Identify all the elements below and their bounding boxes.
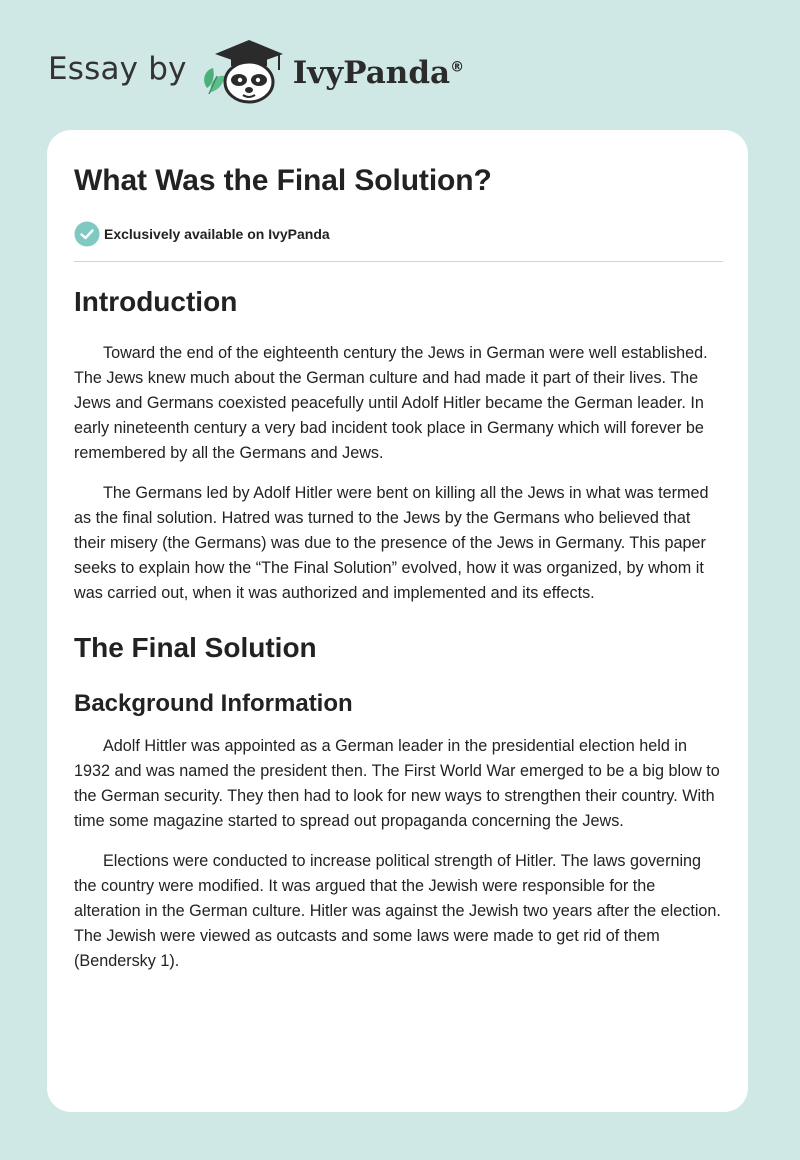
brand-prefix: Essay by — [48, 51, 187, 87]
paragraph: The Germans led by Adolf Hitler were bent on killing all the Jews in what was termed as the final solution. Hatred was turned to the Jews by the Germans who believed that their misery (the Germans) was due to the presence of the Jews in Germany. This paper seeks to explain how the “The Final Solution” evolved, how it was organized, by whom it was carried out, when it was authorized and implemented and its effects. — [74, 484, 709, 602]
paragraph: Elections were conducted to increase political strength of Hitler. The laws governing the country were modified. It was argued that the Jewish were responsible for the alteration in the German culture. Hitler was against the Jewish two years after the election. The Jewish were viewed as outcasts and some laws were made to get rid of them (Bendersky 1). — [74, 852, 721, 970]
paragraph: Adolf Hittler was appointed as a German leader in the presidential election held in 1932 and was named the president then. The First World War emerged to be a big blow to the German security. They then had to look for new ways to strengthen their country. With time some magazine started to spread out propaganda concerning the Jews. — [74, 737, 720, 830]
page-title: What Was the Final Solution? — [74, 164, 492, 197]
site-brand[interactable] — [48, 36, 508, 108]
check-circle-icon — [74, 221, 100, 247]
section-heading-introduction: Introduction — [74, 286, 238, 317]
panda-logo-icon — [199, 36, 289, 108]
section-heading-final-solution: The Final Solution — [74, 632, 317, 663]
brand-name: IvyPanda® — [292, 55, 465, 91]
subsection-heading-background: Background Information — [74, 690, 353, 717]
exclusive-badge-text: Exclusively available on IvyPanda — [104, 226, 330, 242]
title-divider — [74, 261, 723, 262]
paragraph: Toward the end of the eighteenth century the Jews in German were well established. The Jews knew much about the German culture and had made it part of their lives. The Jews and Germans coexisted peacefully until Adolf Hitler became the German leader. In early nineteenth century a very bad incident took place in Germany which will forever be remembered by all the Germans and Jews. — [74, 344, 708, 462]
essay-body — [74, 280, 724, 974]
exclusive-badge — [74, 221, 330, 247]
essay-card — [47, 130, 748, 1112]
registered-mark: ® — [450, 59, 465, 76]
